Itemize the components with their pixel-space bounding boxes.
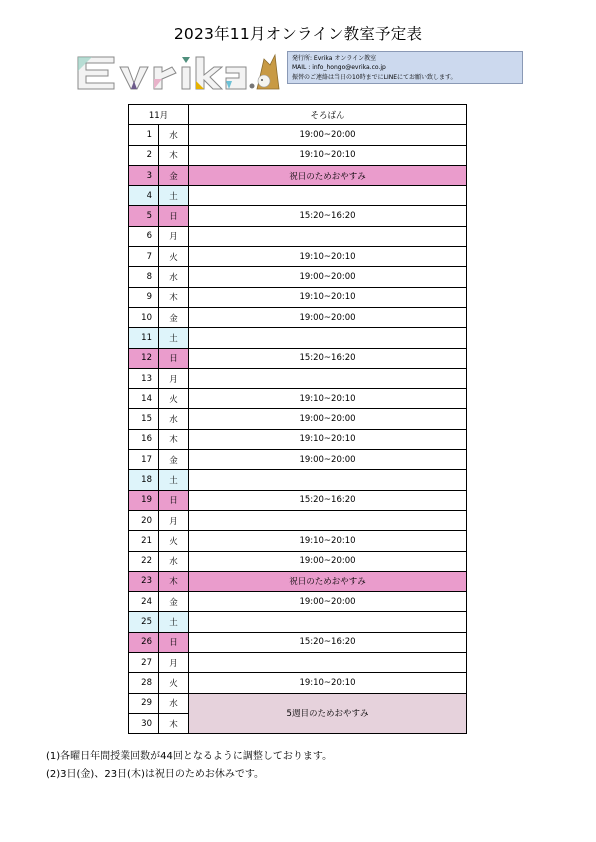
weekday-cell: 土 (159, 470, 189, 490)
date-cell: 19 (129, 490, 159, 510)
table-row (129, 612, 467, 632)
class-time-cell: 19:00~20:00 (189, 267, 467, 287)
weekday-cell: 水 (159, 693, 189, 713)
class-time-cell: 19:10~20:10 (189, 673, 467, 693)
table-row (129, 348, 467, 368)
table-row (129, 531, 467, 551)
weekday-cell: 日 (159, 490, 189, 510)
date-cell: 14 (129, 389, 159, 409)
class-time-cell: 19:10~20:10 (189, 531, 467, 551)
weekday-cell: 木 (159, 145, 189, 165)
weekday-cell: 木 (159, 429, 189, 449)
class-time-cell: 祝日のためおやすみ (189, 571, 467, 591)
weekday-cell: 火 (159, 531, 189, 551)
weekday-cell: 水 (159, 409, 189, 429)
weekday-cell: 月 (159, 368, 189, 388)
table-row (129, 429, 467, 449)
table-row (129, 510, 467, 530)
date-cell: 24 (129, 592, 159, 612)
date-cell: 22 (129, 551, 159, 571)
date-cell: 17 (129, 450, 159, 470)
table-row (129, 125, 467, 145)
weekday-cell: 日 (159, 206, 189, 226)
class-time-cell (189, 226, 467, 246)
table-row (129, 145, 467, 165)
class-time-cell (189, 470, 467, 490)
table-row (129, 328, 467, 348)
class-time-cell: 19:10~20:10 (189, 429, 467, 449)
date-cell: 11 (129, 328, 159, 348)
weekday-cell: 月 (159, 510, 189, 530)
class-time-cell: 15:20~16:20 (189, 348, 467, 368)
table-row (129, 490, 467, 510)
weekday-cell: 月 (159, 226, 189, 246)
note-2: (2)3日(金)、23日(木)は祝日のためお休みです。 (46, 769, 265, 780)
table-row (129, 653, 467, 673)
table-row (129, 226, 467, 246)
class-time-cell: 19:00~20:00 (189, 592, 467, 612)
class-time-cell: 19:00~20:00 (189, 125, 467, 145)
table-row (129, 206, 467, 226)
table-row (129, 673, 467, 693)
class-time-cell (189, 510, 467, 530)
info-line-publisher: 発行所: Evrika オンライン教室 (292, 55, 377, 62)
date-cell: 8 (129, 267, 159, 287)
month-header: 11月 (129, 105, 189, 125)
publisher-info-box (287, 51, 523, 84)
weekday-cell: 金 (159, 165, 189, 185)
weekday-cell: 木 (159, 287, 189, 307)
table-row (129, 307, 467, 327)
date-cell: 15 (129, 409, 159, 429)
date-cell: 27 (129, 653, 159, 673)
class-time-cell: 19:10~20:10 (189, 287, 467, 307)
class-header: そろばん (189, 105, 467, 125)
table-row (129, 551, 467, 571)
table-row (129, 409, 467, 429)
weekday-cell: 水 (159, 267, 189, 287)
table-row (129, 632, 467, 652)
date-cell: 21 (129, 531, 159, 551)
class-time-cell (189, 368, 467, 388)
date-cell: 2 (129, 145, 159, 165)
date-cell: 1 (129, 125, 159, 145)
weekday-cell: 日 (159, 632, 189, 652)
date-cell: 26 (129, 632, 159, 652)
class-time-cell (189, 186, 467, 206)
class-time-cell: 19:00~20:00 (189, 307, 467, 327)
table-row (129, 247, 467, 267)
notes (46, 748, 332, 784)
date-cell: 3 (129, 165, 159, 185)
info-line-notice: 振替のご連絡は当日の10時までにLINEにてお願い致します。 (292, 73, 457, 81)
class-time-cell (189, 328, 467, 348)
date-cell: 4 (129, 186, 159, 206)
weekday-cell: 月 (159, 653, 189, 673)
class-time-cell: 19:10~20:10 (189, 145, 467, 165)
weekday-cell: 火 (159, 673, 189, 693)
class-time-cell: 19:10~20:10 (189, 247, 467, 267)
date-cell: 12 (129, 348, 159, 368)
table-row (129, 592, 467, 612)
class-time-cell: 15:20~16:20 (189, 490, 467, 510)
weekday-cell: 金 (159, 450, 189, 470)
weekday-cell: 土 (159, 186, 189, 206)
table-row (129, 450, 467, 470)
weekday-cell: 土 (159, 612, 189, 632)
class-time-cell: 19:00~20:00 (189, 409, 467, 429)
class-time-cell: 15:20~16:20 (189, 632, 467, 652)
class-time-cell (189, 653, 467, 673)
weekday-cell: 水 (159, 551, 189, 571)
weekday-cell: 火 (159, 389, 189, 409)
table-row (129, 368, 467, 388)
info-line-mail: MAIL : info_hongo@evrika.co.jp (292, 64, 386, 72)
table-row (129, 389, 467, 409)
date-cell: 29 (129, 693, 159, 713)
weekday-cell: 土 (159, 328, 189, 348)
class-time-cell: 15:20~16:20 (189, 206, 467, 226)
date-cell: 20 (129, 510, 159, 530)
weekday-cell: 金 (159, 307, 189, 327)
weekday-cell: 金 (159, 592, 189, 612)
table-row (129, 165, 467, 185)
class-time-cell (189, 612, 467, 632)
date-cell: 30 (129, 713, 159, 733)
date-cell: 10 (129, 307, 159, 327)
date-cell: 28 (129, 673, 159, 693)
date-cell: 16 (129, 429, 159, 449)
date-cell: 7 (129, 247, 159, 267)
page-title: 2023年11月オンライン教室予定表 (173, 25, 423, 43)
date-cell: 25 (129, 612, 159, 632)
class-time-cell: 19:10~20:10 (189, 389, 467, 409)
table-row (129, 571, 467, 591)
class-time-cell: 19:00~20:00 (189, 450, 467, 470)
note-1: (1)各曜日年間授業回数が44回となるように調整しております。 (46, 751, 333, 762)
weekday-cell: 木 (159, 571, 189, 591)
weekday-cell: 火 (159, 247, 189, 267)
fifth-week-note-cell: 5週目のためおやすみ (189, 693, 467, 734)
table-row (129, 267, 467, 287)
table-row (129, 470, 467, 490)
schedule-table (128, 104, 467, 734)
table-header-row (129, 105, 467, 125)
weekday-cell: 木 (159, 713, 189, 733)
date-cell: 18 (129, 470, 159, 490)
weekday-cell: 日 (159, 348, 189, 368)
table-row (129, 287, 467, 307)
class-time-cell: 19:00~20:00 (189, 551, 467, 571)
class-time-cell: 祝日のためおやすみ (189, 165, 467, 185)
date-cell: 6 (129, 226, 159, 246)
evrika-logo (76, 51, 280, 91)
table-row (129, 186, 467, 206)
date-cell: 13 (129, 368, 159, 388)
table-row (129, 693, 467, 713)
weekday-cell: 水 (159, 125, 189, 145)
date-cell: 5 (129, 206, 159, 226)
date-cell: 23 (129, 571, 159, 591)
date-cell: 9 (129, 287, 159, 307)
